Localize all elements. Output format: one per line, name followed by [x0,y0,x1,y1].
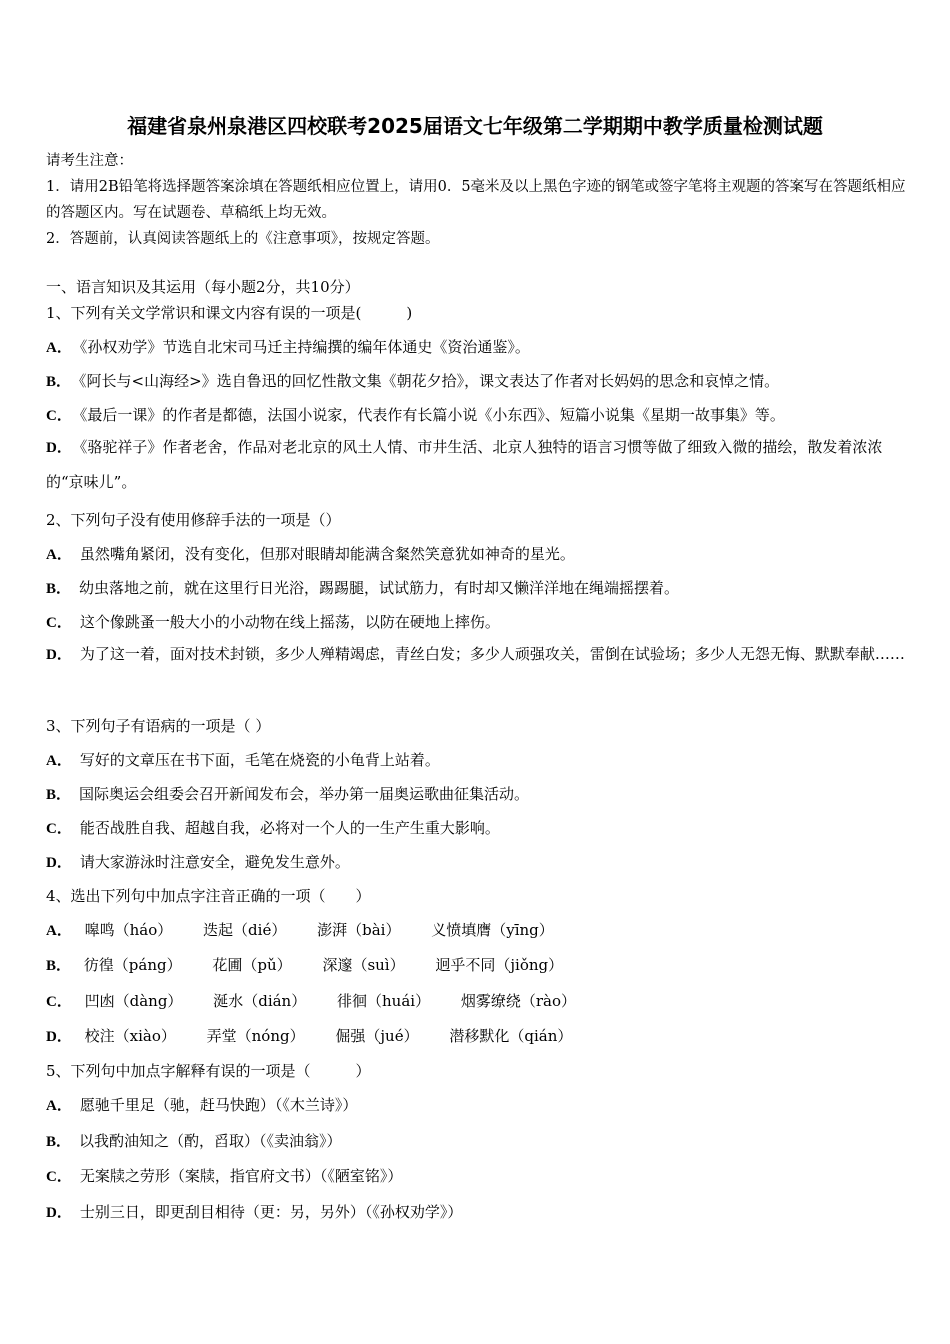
question-4-option-a [46,919,580,940]
pinyin-word: 义愤填膺（yīng） [431,921,554,939]
option-text: 请大家游泳时注意安全，避免发生意外。 [79,853,350,871]
option-letter: A． [46,923,72,939]
question-4-option-d [46,1025,598,1046]
question-1-option-c [46,404,785,425]
pinyin-word: 弄堂（nóng） [206,1027,305,1045]
pinyin-word: 烟雾缭绕（rào） [460,992,577,1010]
option-letter: C． [46,821,72,837]
option-letter: D． [46,855,72,871]
option-letter: C． [46,994,72,1010]
question-5-option-c [46,1165,402,1186]
pinyin-word: 澎湃（bài） [317,921,401,939]
question-2-option-a [46,543,575,564]
option-letter: D． [46,440,72,456]
pinyin-word: 花圃（pǔ） [212,956,292,974]
question-5-option-d [46,1201,462,1222]
option-letter: C． [46,615,72,631]
option-letter: B． [46,958,72,974]
question-4-stem: 4、选出下列句中加点字注音正确的一项（ ） [46,887,371,905]
option-text: 以我酌油知之（酌，舀取）（《卖油翁》） [79,1132,342,1150]
option-text: 虽然嘴角紧闭，没有变化，但那对眼睛却能满含粲然笑意犹如神奇的星光。 [79,545,575,563]
pinyin-word: 深邃（suì） [322,956,405,974]
option-letter: A． [46,1098,72,1114]
option-text: 《最后一课》的作者是都德，法国小说家，代表作有长篇小说《小东西》、短篇小说集《星期一故事集》等。 [79,406,785,424]
question-1-option-d [46,430,908,499]
question-2-option-c [46,611,500,632]
option-text: 士别三日，即更刮目相待（更：另，另外）（《孙权劝学》） [79,1203,463,1221]
option-text: 《骆驼祥子》作者老舍，作品对老北京的风土人情、市井生活、北京人独特的语言习惯等做了细致入微的描绘，散发着浓浓的“京味儿”。 [46,438,883,491]
question-4-option-c [46,990,602,1011]
question-3-option-b [46,783,529,804]
option-letter: B． [46,374,72,390]
option-text: 写好的文章压在书下面，毛笔在烧瓷的小龟背上站着。 [79,751,440,769]
option-text: 幼虫落地之前，就在这里行日光浴，踢踢腿，试试筋力，有时却又懒洋洋地在绳端摇摆着。 [79,579,680,597]
question-2-option-d [46,637,908,672]
question-3-option-d [46,851,350,872]
pinyin-word: 潜移默化（qián） [449,1027,573,1045]
notice-heading: 请考生注意： [46,153,133,169]
section-heading: 一、语言知识及其运用（每小题2分，共10分） [46,278,360,296]
option-letter: A． [46,547,72,563]
option-text: 《阿长与<山海经>》选自鲁迅的回忆性散文集《朝花夕拾》，课文表达了作者对长妈妈的思念和哀悼之情。 [79,372,780,390]
page-title: 福建省泉州泉港区四校联考2025届语文七年级第二学期期中教学质量检测试题 [127,114,823,138]
pinyin-word: 迥乎不同（jiǒng） [435,956,564,974]
option-letter: A． [46,340,72,356]
option-text: 无案牍之劳形（案牍，指官府文书）（《陋室铭》） [79,1167,403,1185]
question-3-stem: 3、下列句子有语病的一项是（ ） [46,717,271,735]
option-letter: D． [46,1029,72,1045]
pinyin-word: 嗥鸣（háo） [84,921,173,939]
option-letter: B． [46,581,72,597]
option-letter: C． [46,408,72,424]
pinyin-word: 彷徨（páng） [83,956,182,974]
question-5-option-b [46,1130,342,1151]
option-letter: D． [46,647,72,663]
option-text: 国际奥运会组委会召开新闻发布会，举办第一届奥运歌曲征集活动。 [79,785,530,803]
option-text: 愿驰千里足（驰，赶马快跑）（《木兰诗》） [79,1096,358,1114]
option-letter: B． [46,787,72,803]
question-5-option-a [46,1094,357,1115]
notice-item-1: 1．请用2B铅笔将选择题答案涂填在答题纸相应位置上，请用0．5毫米及以上黑色字迹的钢笔或签字笔将主观题的答案写在答题纸相应的答题区内。写在试题卷、草稿纸上均无效。 [46,179,906,221]
question-3-option-c [46,817,500,838]
question-1-option-b [46,370,779,391]
pinyin-word: 凹凼（dàng） [84,992,183,1010]
question-1-stem: 1、下列有关文学常识和课文内容有误的一项是( ) [46,304,413,322]
option-text: 《孙权劝学》节选自北宋司马迁主持编撰的编年体通史《资治通鉴》。 [79,338,530,356]
pinyin-word: 涎水（dián） [213,992,307,1010]
option-text: 为了这一着，面对技术封锁，多少人殚精竭虑，青丝白发；多少人顽强攻关，雷倒在试验场；多少人无怨无悔、默默奉献…… [79,645,905,663]
question-4-option-b [46,954,589,975]
pinyin-word: 倔强（jué） [335,1027,419,1045]
option-text: 这个像跳蚤一般大小的小动物在线上摇荡，以防在硬地上摔伤。 [79,613,500,631]
pinyin-word: 校注（xiào） [84,1027,176,1045]
option-letter: B． [46,1134,72,1150]
question-5-stem: 5、下列句中加点字解释有误的一项是（ ） [46,1062,371,1080]
option-letter: D． [46,1205,72,1221]
pinyin-word: 徘徊（huái） [337,992,431,1010]
question-2-option-b [46,577,679,598]
option-letter: A． [46,753,72,769]
question-1-option-a [46,336,530,357]
option-letter: C． [46,1169,72,1185]
notice-item-2: 2．答题前，认真阅读答题纸上的《注意事项》，按规定答题。 [46,231,440,247]
pinyin-word: 迭起（dié） [203,921,287,939]
option-text: 能否战胜自我、超越自我，必将对一个人的一生产生重大影响。 [79,819,500,837]
question-2-stem: 2、下列句子没有使用修辞手法的一项是（） [46,511,341,529]
question-3-option-a [46,749,440,770]
